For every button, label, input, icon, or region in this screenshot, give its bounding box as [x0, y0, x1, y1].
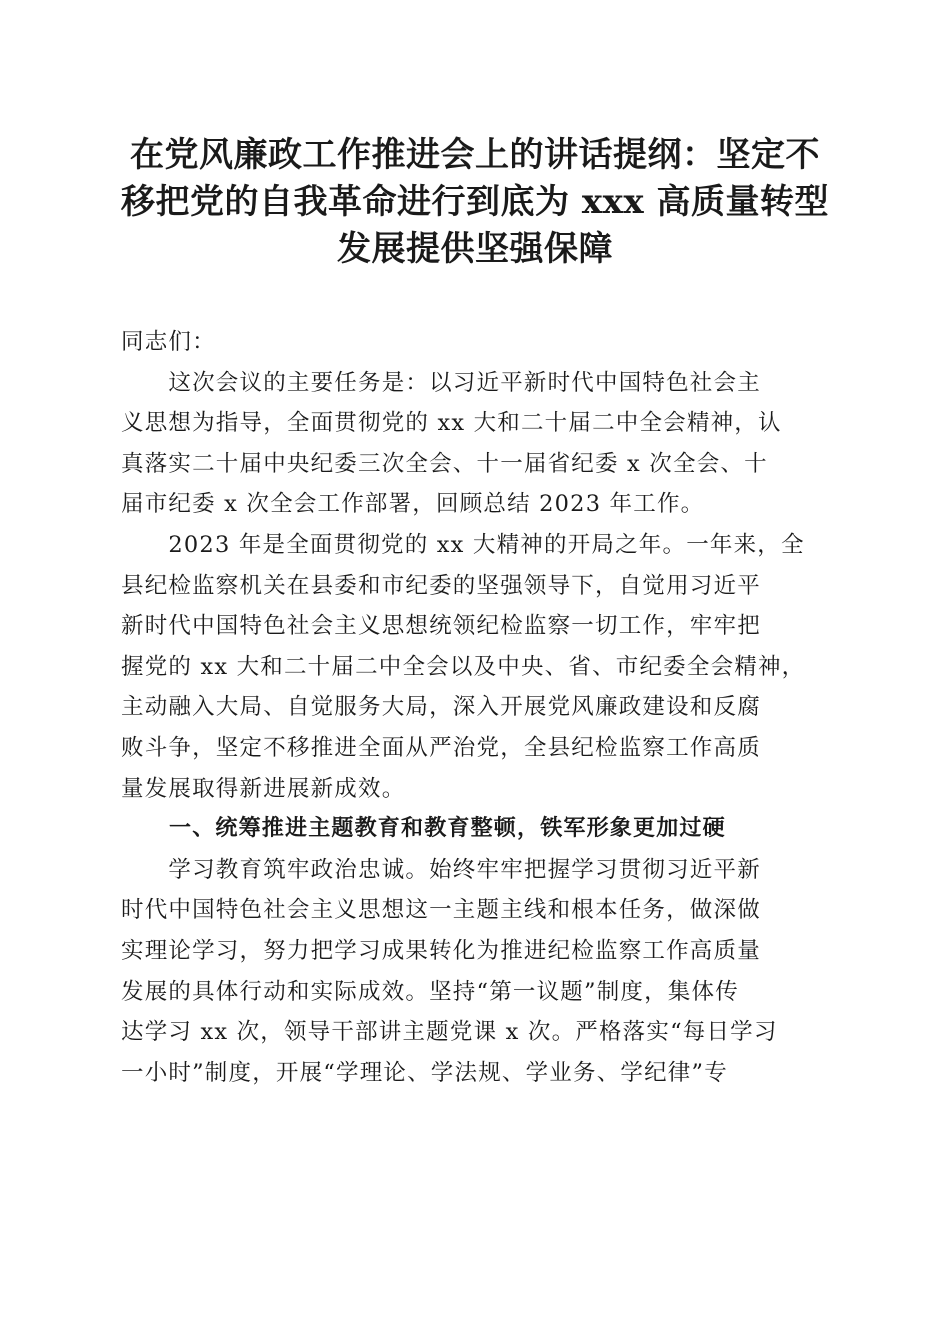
- paragraph-line: 一小时”制度，开展“学理论、学法规、学业务、学纪律”专: [121, 1059, 728, 1086]
- paragraph-line: 学习教育筑牢政治忠诚。始终牢牢把握学习贯彻习近平新: [121, 856, 761, 883]
- paragraph-line: 发展的具体行动和实际成效。坚持“第一议题”制度，集体传: [121, 978, 739, 1005]
- title-line: 发展提供坚强保障: [337, 229, 613, 269]
- greeting: 同志们：: [121, 329, 216, 355]
- title-line: 移把党的自我革命进行到底为 xxx 高质量转型: [121, 182, 829, 222]
- paragraph-line: 时代中国特色社会主义思想这一主题主线和根本任务，做深做: [121, 897, 761, 924]
- paragraph-line: 主动融入大局、自觉服务大局，深入开展党风廉政建设和反腐: [121, 694, 761, 721]
- paragraph-line: 义思想为指导，全面贯彻党的 xx 大和二十届二中全会精神，认: [121, 410, 782, 437]
- paragraph-line: 量发展取得新进展新成效。: [121, 775, 406, 802]
- paragraph-study-education: [121, 850, 836, 1094]
- paragraph-line: 达学习 xx 次，领导干部讲主题党课 x 次。严格落实“每日学习: [121, 1019, 778, 1046]
- paragraph-line: 2023 年是全面贯彻党的 xx 大精神的开局之年。一年来，全: [121, 531, 805, 558]
- paragraph-line: 届市纪委 x 次全会工作部署，回顾总结 2023 年工作。: [121, 491, 705, 518]
- document-body: [121, 322, 836, 1093]
- title-line: 在党风廉政工作推进会上的讲话提纲：坚定不: [130, 135, 820, 175]
- paragraph-year-review: [121, 525, 836, 809]
- paragraph-line: 实理论学习，努力把学习成果转化为推进纪检监察工作高质量: [121, 937, 761, 964]
- paragraph-line: 败斗争，坚定不移推进全面从严治党，全县纪检监察工作高质: [121, 734, 761, 761]
- paragraph-line: 握党的 xx 大和二十届二中全会以及中央、省、市纪委全会精神，: [121, 653, 806, 680]
- paragraph-line: 新时代中国特色社会主义思想统领纪检监察一切工作，牢牢把: [121, 613, 761, 640]
- paragraph-line: 县纪检监察机关在县委和市纪委的坚强领导下，自觉用习近平: [121, 572, 761, 599]
- section-heading: 一、统筹推进主题教育和教育整顿，铁军形象更加过硬: [169, 816, 726, 842]
- paragraph-line: 真落实二十届中央纪委三次全会、十一届省纪委 x 次全会、十: [121, 450, 768, 477]
- document-title: [110, 132, 840, 273]
- paragraph-line: 这次会议的主要任务是：以习近平新时代中国特色社会主: [121, 369, 761, 396]
- paragraph-meeting-tasks: [121, 363, 836, 525]
